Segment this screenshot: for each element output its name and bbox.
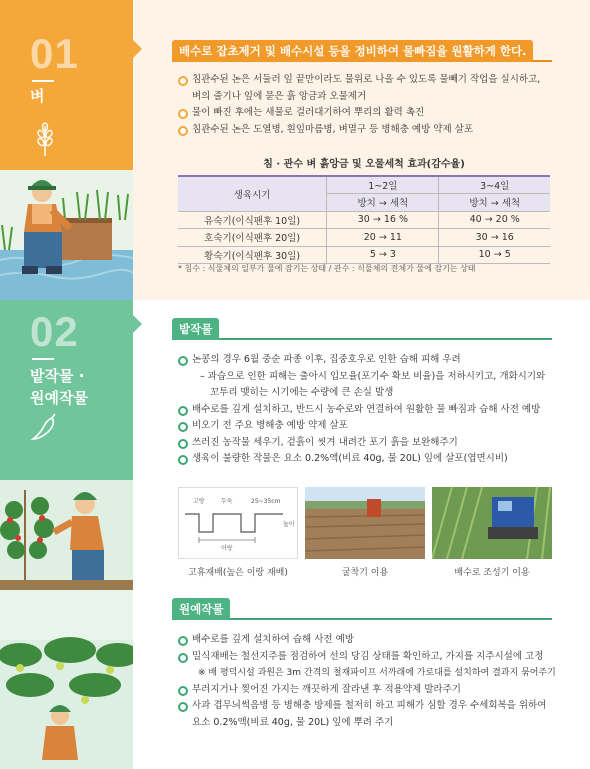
table-header-3-4days: 3~4일: [439, 176, 550, 194]
table-footnote: * 침수 : 식물체의 일부가 물에 잠기는 상태 / 관수 : 식물체의 전체가 물에 잠기는 상태: [178, 264, 476, 273]
list-item: ※ 배 평덕시설 과원은 3m 간격의 철재파이프 서까래에 가로대를 설치하여 결과지 묶어주기: [198, 668, 556, 678]
list-item: 사과 겹무늬썩음병 등 병해충 방제를 철저히 하고 피해가 심할 경우 수세회복을 위하여: [178, 698, 558, 715]
list-item: 생육이 불량한 작물은 요소 0.2%액(비료 40g, 물 20L) 잎에 살포(엽면시비): [178, 451, 558, 468]
list-item: 침관수된 논은 서둘러 잎 끝만이라도 물위로 나올 수 있도록 물빼기 작업을 실시하고,: [178, 72, 558, 89]
table-title: 침 · 관수 벼 흙앙금 및 오물세척 효과(감수율): [263, 159, 465, 170]
table-cell: 20 → 11: [327, 229, 439, 247]
list-item: 밀식재배는 철선지주를 점검하여 선의 당김 상태를 확인하고, 가지를 지주시설에 고정: [178, 649, 558, 666]
wheat-icon: [34, 122, 56, 158]
section1-title: 벼: [30, 87, 45, 105]
table-row: [178, 229, 550, 247]
list-item: 배수로를 깊게 설치하여 습해 사전 예방: [178, 632, 558, 649]
list-item: 요소 0.2%액(비료 40g, 물 20L) 잎에 뿌려 주기: [192, 716, 394, 728]
table-header-1-2days: 1~2일: [327, 176, 439, 194]
excavator-photo: [305, 487, 425, 559]
caption-excavator: 굴착기 이용: [341, 568, 389, 578]
section1-sidebar: [0, 0, 133, 170]
drainage-machine-photo: [432, 487, 552, 559]
section2-number: 02: [30, 308, 79, 355]
section2-notch: [133, 315, 142, 333]
diagram-label-row: 이랑: [221, 545, 233, 552]
diagram-label-furrow: 고랑: [193, 498, 205, 505]
horticulture-heading: 원예작물: [172, 598, 230, 620]
table-header-period: 생육시기: [178, 176, 327, 211]
table-subheader: 방치 → 세척: [439, 194, 550, 212]
table-cell: 40 → 20 %: [439, 211, 550, 229]
list-item: – 과습으로 인한 피해는 출아시 입모율(포기수 확보 비율)을 저하시키고, 개화시기와: [200, 370, 546, 382]
table-cell: 30 → 16: [439, 229, 550, 247]
table-cell: 황숙기(이식팬후 30일): [178, 246, 327, 264]
diagram-label-width: 25~35cm: [251, 498, 281, 505]
field-crops-heading-bar: [172, 318, 552, 340]
table-subheader: 방치 → 세척: [327, 194, 439, 212]
farmer-field-illustration: [0, 480, 133, 769]
list-item: 물이 빠진 후에는 새물로 걸러대기하여 뿌리의 활력 촉진: [178, 105, 558, 122]
diagram-label-height: 높이: [283, 521, 295, 528]
section1-heading-bar: [172, 40, 552, 62]
farmer-paddy-illustration: [0, 170, 133, 300]
table-cell: 30 → 16 %: [327, 211, 439, 229]
list-item: 배수로를 깊게 설치하고, 반드시 농수로와 연결하여 원활한 물 빠짐과 습해 사전 예방: [178, 402, 558, 419]
list-item: 비오기 전 주요 병해충 예방 약제 살포: [178, 418, 558, 435]
list-item: 논콩의 경우 6월 중순 파종 이후, 집중호우로 인한 습해 피해 우려: [178, 352, 558, 369]
list-item: 벼의 줄기나 잎에 묻은 흙 앙금과 오물제거: [192, 90, 367, 102]
section1-divider: [32, 80, 54, 82]
caption-drainage-machine: 배수로 조성기 이용: [454, 568, 530, 578]
list-item: 침관수된 논은 도열병, 흰잎마름병, 벼멸구 등 병해충 예방 약제 살포: [178, 122, 558, 139]
horticulture-bullet-list: [178, 632, 558, 731]
pepper-icon: [30, 412, 60, 442]
list-item: 쓰러진 농작물 세우기, 겉흙이 씻겨 내려간 포기 흙을 보완해주기: [178, 435, 558, 452]
field-crops-bullet-list: [178, 352, 558, 468]
list-item: 꼬투리 맺히는 시기에는 수량에 큰 손실 발생: [210, 387, 394, 398]
field-crops-heading: 밭작물: [172, 318, 219, 340]
section1-heading: 배수로 잡초제거 및 배수시설 등을 정비하여 물빠짐을 원활하게 한다.: [172, 40, 533, 62]
table-cell: 호숙기(이식팬후 20일): [178, 229, 327, 247]
diagram-label-ridge: 두둑: [221, 498, 233, 505]
table-row: [178, 211, 550, 229]
horticulture-heading-bar: [172, 598, 552, 620]
ridge-diagram: [178, 487, 298, 559]
section2-title-line1: 밭작물 ·: [30, 367, 85, 385]
section2-title-line2: 원예작물: [30, 389, 88, 407]
table-cell: 10 → 5: [439, 246, 550, 264]
table-cell: 5 → 3: [327, 246, 439, 264]
section1-notch: [133, 40, 142, 58]
section2-divider: [32, 358, 54, 360]
washing-effect-table: [178, 175, 550, 264]
caption-ridge: 고휴재배(높은 이랑 재배): [188, 568, 288, 578]
table-row: [178, 246, 550, 264]
table-cell: 유숙기(이식팬후 10일): [178, 211, 327, 229]
section1-number: 01: [30, 30, 79, 77]
list-item: 부러지거나 찢어진 가지는 깨끗하게 잘라낸 후 적용약제 발라주기: [178, 682, 558, 699]
section1-bullet-list: [178, 72, 558, 138]
